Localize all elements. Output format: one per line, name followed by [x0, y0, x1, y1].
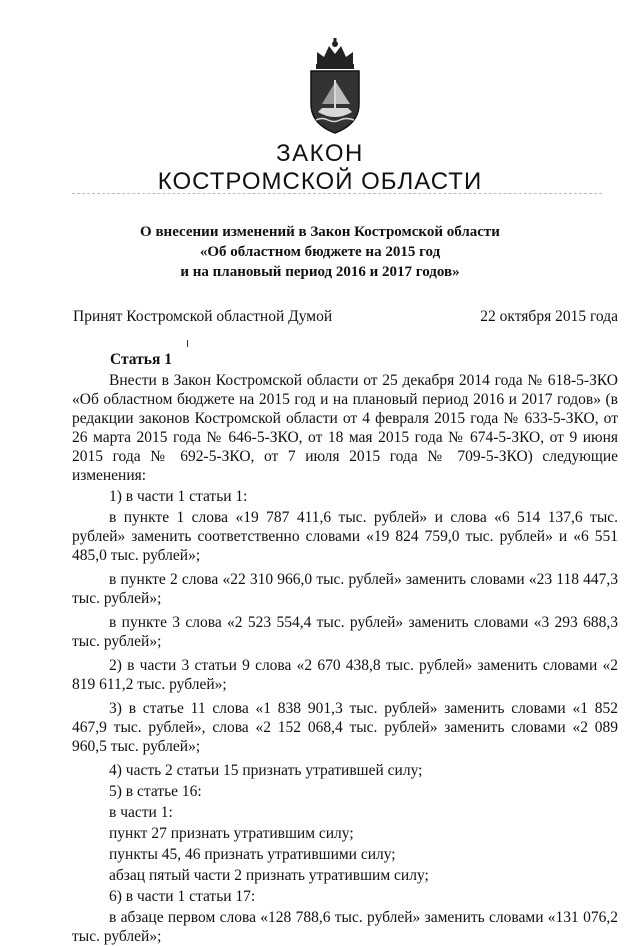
- paragraph: в пункте 3 слова «2 523 554,4 тыс. рублей» заменить словами «3 293 688,3 тыс. рублей»;: [72, 614, 618, 650]
- paragraph: в части 1:: [109, 804, 173, 821]
- paragraph: пункты 45, 46 признать утратившими силу;: [109, 846, 396, 863]
- paragraph: 6) в части 1 статьи 17:: [109, 888, 256, 905]
- paragraph: в пункте 1 слова «19 787 411,6 тыс. рублей» и слова «6 514 137,6 тыс. рублей» заменить соответственно словами «19 824 759,0 тыс. рублей» и «6 551 485,0 тыс. рублей»;: [72, 509, 618, 564]
- subject-line-1: О внесении изменений в Закон Костромской области: [140, 224, 500, 240]
- paragraph: 3) в статье 11 слова «1 838 901,3 тыс. рублей» заменить словами «1 852 467,9 тыс. рублей», слова «2 152 068,4 тыс. рублей» заменить словами «2 089 960,5 тыс. рублей»;: [72, 700, 618, 755]
- subject-line-2: «Об областном бюджете на 2015 год: [199, 244, 441, 260]
- paragraph: 4) часть 2 статьи 15 признать утратившей силу;: [109, 762, 423, 779]
- divider: [72, 193, 602, 194]
- paragraph: абзац пятый части 2 признать утратившим силу;: [109, 867, 429, 884]
- adopted-by: Принят Костромской областной Думой: [73, 308, 333, 325]
- paragraph: 1) в части 1 статьи 1:: [109, 488, 248, 505]
- paragraph: 5) в статье 16:: [109, 783, 202, 800]
- law-region: КОСТРОМСКОЙ ОБЛАСТИ: [157, 168, 483, 195]
- adopted-date: 22 октября 2015 года: [480, 308, 618, 325]
- coat-of-arms-emblem: [300, 38, 370, 136]
- law-title: ЗАКОН: [276, 140, 364, 167]
- paragraph: в абзаце первом слова «128 788,6 тыс. рублей» заменить словами «131 076,2 тыс. рублей»;: [72, 909, 618, 945]
- paragraph: 2) в части 3 статьи 9 слова «2 670 438,8 тыс. рублей» заменить словами «2 819 611,2 тыс. рублей»;: [72, 657, 618, 693]
- scan-mark: [187, 340, 188, 347]
- paragraph: в пункте 2 слова «22 310 966,0 тыс. рублей» заменить словами «23 118 447,3 тыс. рублей»;: [72, 571, 618, 607]
- paragraph: пункт 27 признать утратившим силу;: [109, 825, 354, 842]
- subject-line-3: и на плановый период 2016 и 2017 годов»: [180, 264, 460, 280]
- article-heading: Статья 1: [110, 351, 172, 368]
- article-body: [72, 350, 618, 946]
- law-subject: [0, 222, 640, 282]
- paragraph: Внести в Закон Костромской области от 25 декабря 2014 года № 618-5-ЗКО «Об областном бюджете на 2015 год и на плановый период 2016 и 2017 годов» (в редакции законов Костромской области от 4 февраля 2015 года № 633-5-ЗКО, от 26 марта 2015 года № 646-5-ЗКО, от 18 мая 2015 года № 674-5-ЗКО, от 9 июня 2015 года № 692-5-ЗКО, от 7 июля 2015 года № 709-5-ЗКО) следующие изменения:: [72, 372, 618, 484]
